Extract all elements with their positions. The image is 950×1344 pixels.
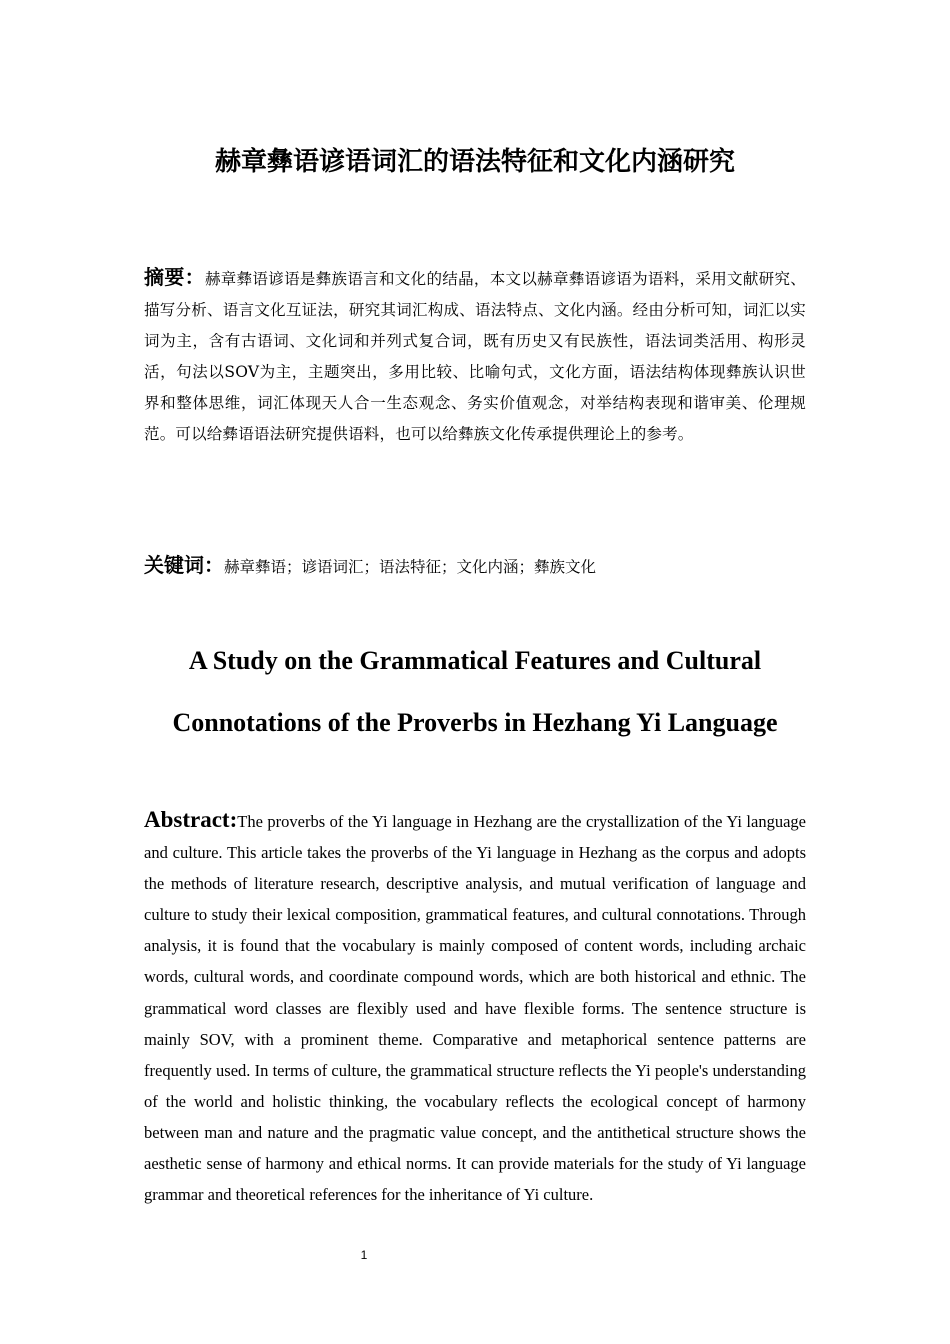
english-title	[0, 630, 950, 754]
chinese-keywords	[144, 548, 806, 584]
chinese-keywords-label: 关键词：	[144, 553, 224, 577]
chinese-title: 赫章彝语谚语词汇的语法特征和文化内涵研究	[214, 147, 735, 177]
chinese-keywords-text: 赫章彝语；谚语词汇；语法特征；文化内涵；彝族文化	[224, 558, 597, 576]
english-abstract-label: Abstract:	[144, 807, 238, 832]
chinese-abstract-label: 摘要：	[144, 265, 205, 289]
chinese-abstract-text: 赫章彝语谚语是彝族语言和文化的结晶，本文以赫章彝语谚语为语料，采用文献研究、描写分析、语言文化互证法，研究其词汇构成、语法特点、文化内涵。经由分析可知，词汇以实词为主，含有古语词、文化词和并列式复合词，既有历史又有民族性，语法词类活用、构形灵活，句法以SOV为主，主题突出，多用比较、比喻句式，文化方面，语法结构体现彝族认识世界和整体思维，词汇体现天人合一生态观念、务实价值观念，对举结构表现和谐审美、伦理规范。可以给彝语语法研究提供语料，也可以给彝族文化传承提供理论上的参考。	[144, 270, 806, 443]
chinese-abstract	[144, 262, 806, 450]
english-title-line-1: A Study on the Grammatical Features and Cultural	[188, 646, 762, 675]
english-abstract	[144, 804, 806, 1210]
english-title-line-2: Connotations of the Proverbs in Hezhang Yi Language	[172, 708, 778, 737]
page-number: 1	[360, 1248, 368, 1262]
english-abstract-text: The proverbs of the Yi language in Hezhang are the crystallization of the Yi language and culture. This article takes the proverbs of the Yi language in Hezhang as the corpus and adopts the methods of literature research, descriptive analysis, and mutual verification of language and culture to study their lexical composition, grammatical features, and cultural connotations. Through analysis, it is found that the vocabulary is mainly composed of content words, including archaic words, cultural words, and coordinate compound words, which are both historical and ethnic. The grammatical word classes are flexibly used and have flexible forms. The sentence structure is mainly SOV, with a prominent theme. Comparative and metaphorical sentence patterns are frequently used. In terms of culture, the grammatical structure reflects the Yi people's understanding of the world and holistic thinking, the vocabulary reflects the ecological concept of harmony between man and nature and the pragmatic value concept, and the antithetical structure shows the aesthetic sense of harmony and ethical norms. It can provide materials for the study of Yi language grammar and theoretical references for the inheritance of Yi culture.	[144, 812, 806, 1205]
